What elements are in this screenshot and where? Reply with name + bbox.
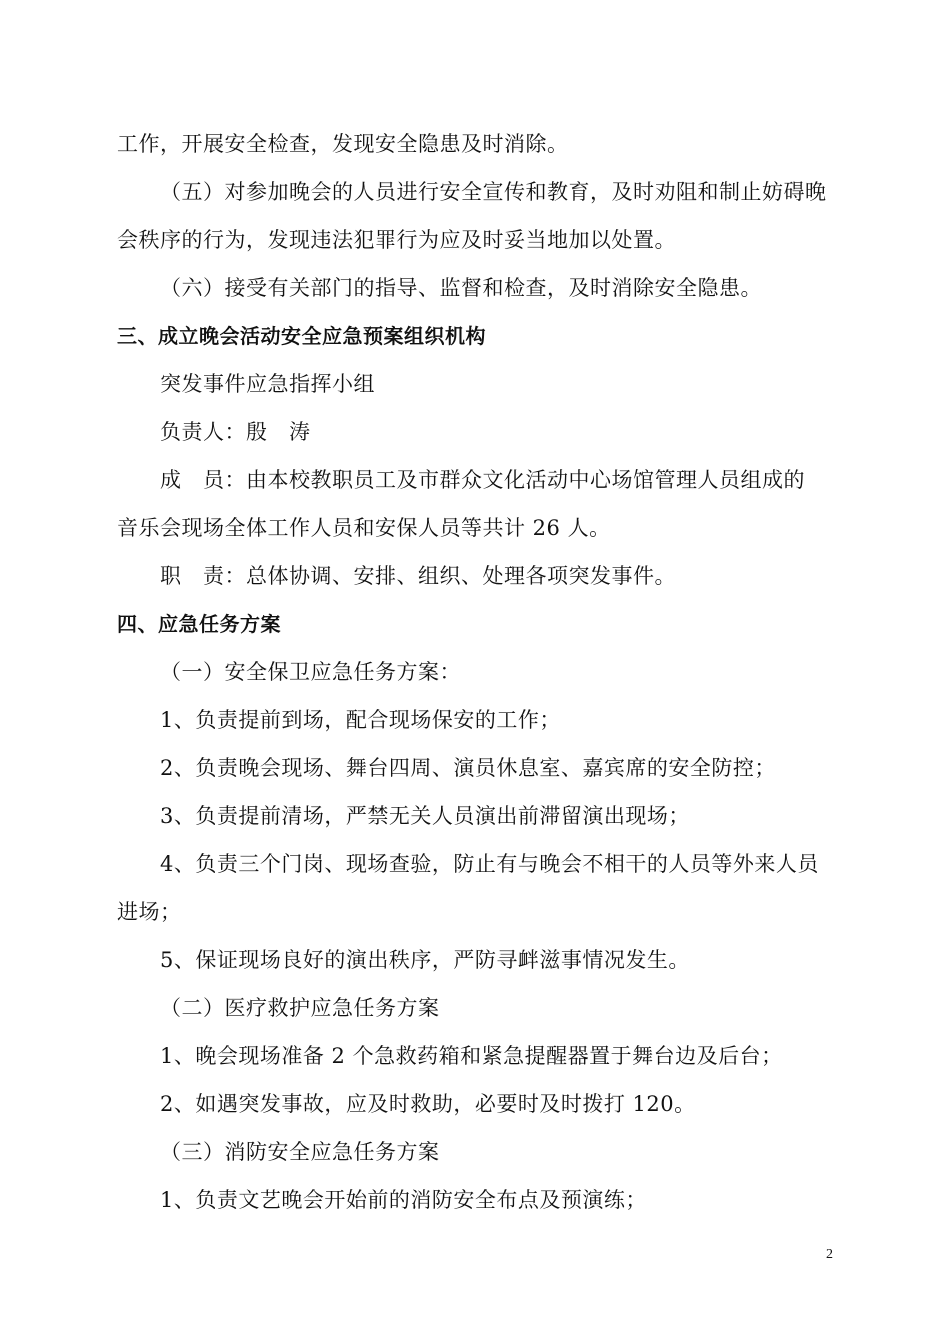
- paragraph-line-continuation: 工作，开展安全检查，发现安全隐患及时消除。: [117, 132, 569, 156]
- paragraph-line-item-6: （六）接受有关部门的指导、监督和检查，及时消除安全隐患。: [160, 276, 762, 300]
- page-number: 2: [826, 1247, 833, 1262]
- medical-item-1: 1、晚会现场准备 2 个急救药箱和紧急提醒器置于舞台边及后台；: [160, 1044, 783, 1068]
- section-heading-3: 三、成立晚会活动安全应急预案组织机构: [117, 324, 486, 348]
- subsection-heading-3: （三）消防安全应急任务方案: [160, 1140, 440, 1164]
- list-item-2: 2、负责晚会现场、舞台四周、演员休息室、嘉宾席的安全防控；: [160, 756, 776, 780]
- list-item-1: 1、负责提前到场，配合现场保安的工作；: [160, 708, 561, 732]
- list-item-4: 4、负责三个门岗、现场查验，防止有与晚会不相干的人员等外来人员: [160, 852, 819, 876]
- subsection-heading-2: （二）医疗救护应急任务方案: [160, 996, 440, 1020]
- medical-item-2: 2、如遇突发事故，应及时救助，必要时及时拨打 120。: [160, 1092, 696, 1116]
- leader-line: 负责人：殷 涛: [160, 420, 311, 444]
- list-item-3: 3、负责提前清场，严禁无关人员演出前滞留演出现场；: [160, 804, 690, 828]
- paragraph-line-item-5: （五）对参加晚会的人员进行安全宣传和教育，及时劝阻和制止妨碍晚: [160, 180, 827, 204]
- group-name-line: 突发事件应急指挥小组: [160, 372, 375, 396]
- duties-line: 职 责：总体协调、安排、组织、处理各项突发事件。: [160, 564, 676, 588]
- subsection-heading-1: （一）安全保卫应急任务方案：: [160, 660, 461, 684]
- members-line-continued: 音乐会现场全体工作人员和安保人员等共计 26 人。: [117, 516, 611, 540]
- fire-item-1: 1、负责文艺晚会开始前的消防安全布点及预演练；: [160, 1188, 647, 1212]
- list-item-5: 5、保证现场良好的演出秩序，严防寻衅滋事情况发生。: [160, 948, 690, 972]
- section-heading-4: 四、应急任务方案: [117, 612, 281, 636]
- members-line: 成 员：由本校教职员工及市群众文化活动中心场馆管理人员组成的: [160, 468, 805, 492]
- paragraph-line-item-5-continued: 会秩序的行为，发现违法犯罪行为应及时妥当地加以处置。: [117, 228, 676, 252]
- list-item-4-continued: 进场；: [117, 900, 182, 924]
